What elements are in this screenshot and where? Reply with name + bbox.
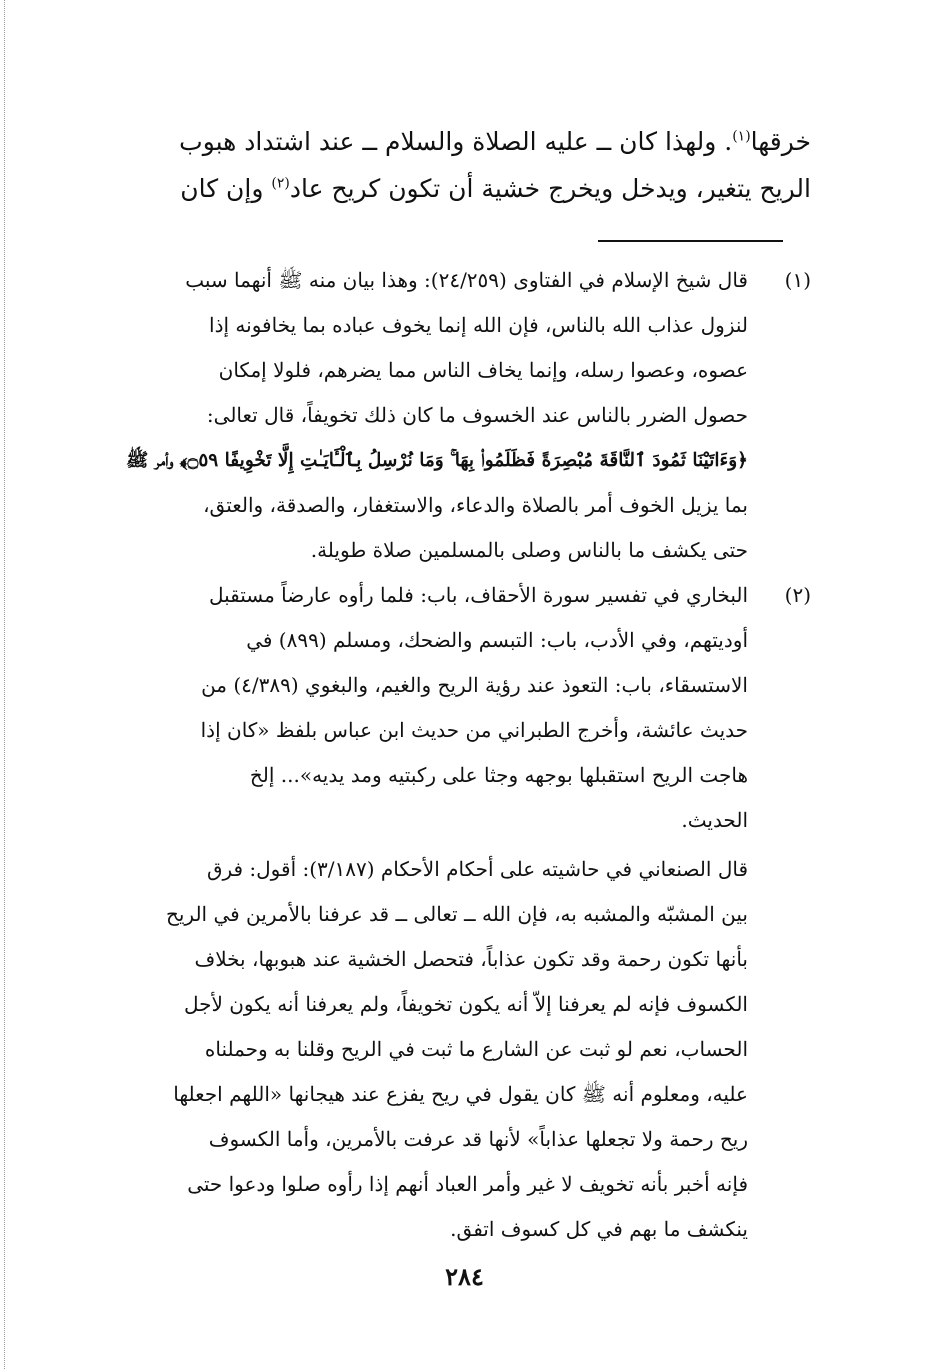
footnote-line: الحساب، نعم لو ثبت عن الشارع ما ثبت في الريح وقلنا به وحملناه (204, 1037, 748, 1061)
footnote-line: حتى يكشف ما بالناس وصلى بالمسلمين صلاة طويلة. (310, 538, 748, 562)
main-text (111, 118, 811, 212)
footnote-line: الاستسقاء، باب: التعوذ عند رؤية الريح والغيم، والبغوي (٤/٣٨٩) من (201, 673, 748, 697)
main-text-segment: الريح يتغير، ويدخل ويخرج خشية أن تكون كريح عاد (289, 174, 811, 203)
footnote-2-continuation (111, 847, 811, 1252)
main-text-line-2 (111, 165, 811, 212)
footnote-line: قال الصنعاني في حاشيته على أحكام الأحكام (٣/١٨٧): أقول: فرق (206, 857, 748, 881)
footnote-line: ريح رحمة ولا تجعلها عذاباً» لأنها قد عرفت بالأمرين، وأما الكسوف (208, 1127, 748, 1151)
footnote-ref-2: (٢) (271, 175, 290, 192)
footnote-line: عصوه، وعصوا رسله، وإنما يخاف الناس مما يضرهم، فلولا إمكان (218, 358, 748, 382)
footnote-line: هاجت الريح استقبلها بوجهه وجثا على ركبتيه ومد يديه»... إلخ (249, 763, 748, 787)
footnote-line: الحديث. (681, 808, 748, 832)
main-text-line-1 (111, 118, 811, 165)
footnote-number: (٢) (784, 583, 811, 607)
footnotes (111, 258, 811, 1252)
main-text-segment: خرقها (750, 127, 811, 156)
footnote-ref-1: (١) (732, 128, 751, 145)
binding-edge-dots (4, 0, 6, 1369)
footnote-line: عليه، ومعلوم أنه ﷺ كان يقول في ريح يفزع عند هيجانها «اللهم اجعلها (173, 1082, 748, 1106)
footnote-number: (١) (784, 268, 811, 292)
footnote-1 (111, 258, 811, 573)
footnote-2 (111, 573, 811, 843)
footnote-line: حصول الضرر بالناس عند الخسوف ما كان ذلك تخويفاً، قال تعالى: (206, 403, 748, 427)
footnote-separator (598, 240, 783, 242)
footnote-line: ينكشف ما بهم في كل كسوف اتفق. (450, 1217, 748, 1241)
page-number: ٢٨٤ (445, 1262, 484, 1291)
footnote-line: فإنه أخبر بأنه تخويف لا غير وأمر العباد أنهم إذا رأوه صلوا ودعوا حتى (187, 1172, 748, 1196)
footnote-line: قال شيخ الإسلام في الفتاوى (٢٤/٢٥٩): وهذا بيان منه ﷺ أنهما سبب (185, 268, 748, 292)
footnote-line: بأنها تكون رحمة وقد تكون عذاباً، فتحصل الخشية عند هبوبها، بخلاف (194, 947, 748, 971)
footnote-line: بما يزيل الخوف أمر بالصلاة والدعاء، والاستغفار، والصدقة، والعتق، (203, 493, 748, 517)
footnote-line: لنزول عذاب الله بالناس، فإن الله إنما يخوف عباده بما يخافونه إذا (209, 313, 748, 337)
footnote-line: الكسوف فإنه لم يعرفنا إلاّ أنه يكون تخويفاً، ولم يعرفنا أنه يكون لأجل (183, 992, 748, 1016)
main-text-segment: . ولهذا كان ــ عليه الصلاة والسلام ــ عند اشتداد هبوب (179, 127, 733, 156)
footnote-line: البخاري في تفسير سورة الأحقاف، باب: فلما رأوه عارضاً مستقبل (208, 583, 748, 607)
footnote-line: أوديتهم، وفي الأدب، باب: التبسم والضحك، ومسلم (٨٩٩) في (246, 628, 748, 652)
footnote-line: حديث عائشة، وأخرج الطبراني من حديث ابن عباس بلفظ «كان إذا (200, 718, 748, 742)
main-text-segment: وإن كان (180, 174, 272, 203)
footnote-line: بين المشبّه والمشبه به، فإن الله ــ تعالى ــ قد عرفنا بالأمرين في الريح (165, 902, 748, 926)
quran-verse-line: ﴿وَءَاتَيْنَا ثَمُودَ ٱلنَّاقَةَ مُبْصِرَةً فَظَلَمُوا۟ بِهَا ۚ وَمَا نُرْسِلُ بِٱلْـَٔايَـٰتِ إِلَّا تَخْوِيفًا ۝٥٩﴾ وأمر ﷺ (126, 450, 748, 471)
